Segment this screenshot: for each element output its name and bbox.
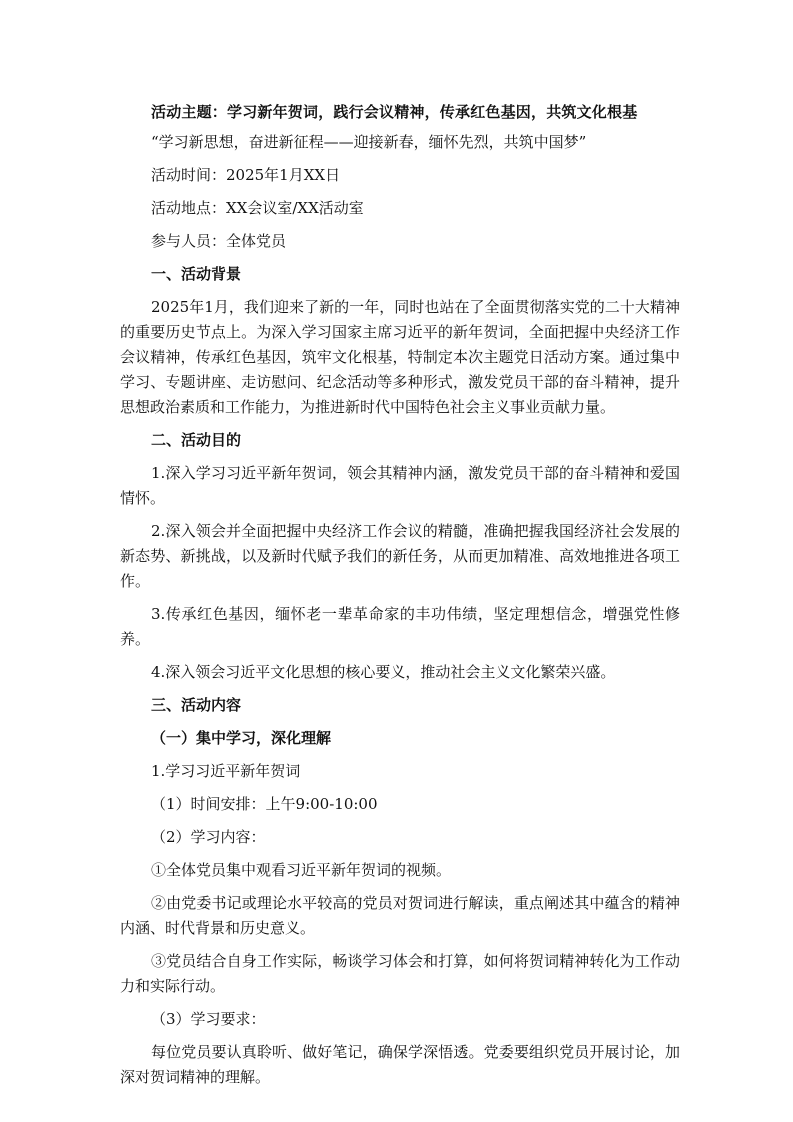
section-heading-content: 三、活动内容 [151,696,242,714]
time-arrangement: （1）时间安排：上午9:00-10:00 [151,795,378,813]
document-body [120,100,680,1098]
participants: 参与人员：全体党员 [151,232,287,250]
purpose-item: 3.传承红色基因，缅怀老一辈革命家的丰功伟绩，坚定理想信念，增强党性修养。 [120,605,680,648]
activity-place: 活动地点：XX会议室/XX活动室 [151,199,364,217]
study-requirement-label: （3）学习要求： [151,1010,266,1028]
section-heading-purpose: 二、活动目的 [151,431,242,449]
study-content-item: ②由党委书记或理论水平较高的党员对贺词进行解读，重点阐述其中蕴含的精神内涵、时代背景和历史意义。 [120,894,680,937]
study-content-label: （2）学习内容： [151,828,266,846]
section-heading-background: 一、活动背景 [151,265,242,283]
activity-theme-title: 活动主题：学习新年贺词，践行会议精神，传承红色基因，共筑文化根基 [151,103,638,121]
study-content-item: ①全体党员集中观看习近平新年贺词的视频。 [151,861,452,879]
subsection-heading: （一）集中学习，深化理解 [151,729,332,747]
study-requirement-paragraph: 每位党员要认真聆听、做好笔记，确保学深悟透。党委要组织党员开展讨论，加深对贺词精神的理解。 [120,1043,680,1086]
background-paragraph: 2025年1月，我们迎来了新的一年，同时也站在了全面贯彻落实党的二十大精神的重要历史节点上。为深入学习国家主席习近平的新年贺词，全面把握中央经济工作会议精神，传承红色基因，筑牢文化根基，特制定本次主题党日活动方案。通过集中学习、专题讲座、走访慰问、纪念活动等多种形式，激发党员干部的奋斗精神，提升思想政治素质和工作能力，为推进新时代中国特色社会主义事业贡献力量。 [120,298,680,416]
activity-time: 活动时间：2025年1月XX日 [151,166,341,184]
slogan: “学习新思想，奋进新征程——迎接新春，缅怀先烈，共筑中国梦” [151,133,587,151]
purpose-item: 1.深入学习习近平新年贺词，领会其精神内涵，激发党员干部的奋斗精神和爱国情怀。 [120,464,680,507]
content-item-title: 1.学习习近平新年贺词 [151,762,301,780]
study-content-item: ③党员结合自身工作实际，畅谈学习体会和打算，如何将贺词精神转化为工作动力和实际行动。 [120,952,680,995]
purpose-item: 4.深入领会习近平文化思想的核心要义，推动社会主义文化繁荣兴盛。 [151,663,616,681]
purpose-item: 2.深入领会并全面把握中央经济工作会议的精髓，准确把握我国经济社会发展的新态势、新挑战，以及新时代赋予我们的新任务，从而更加精准、高效地推进各项工作。 [120,522,680,590]
